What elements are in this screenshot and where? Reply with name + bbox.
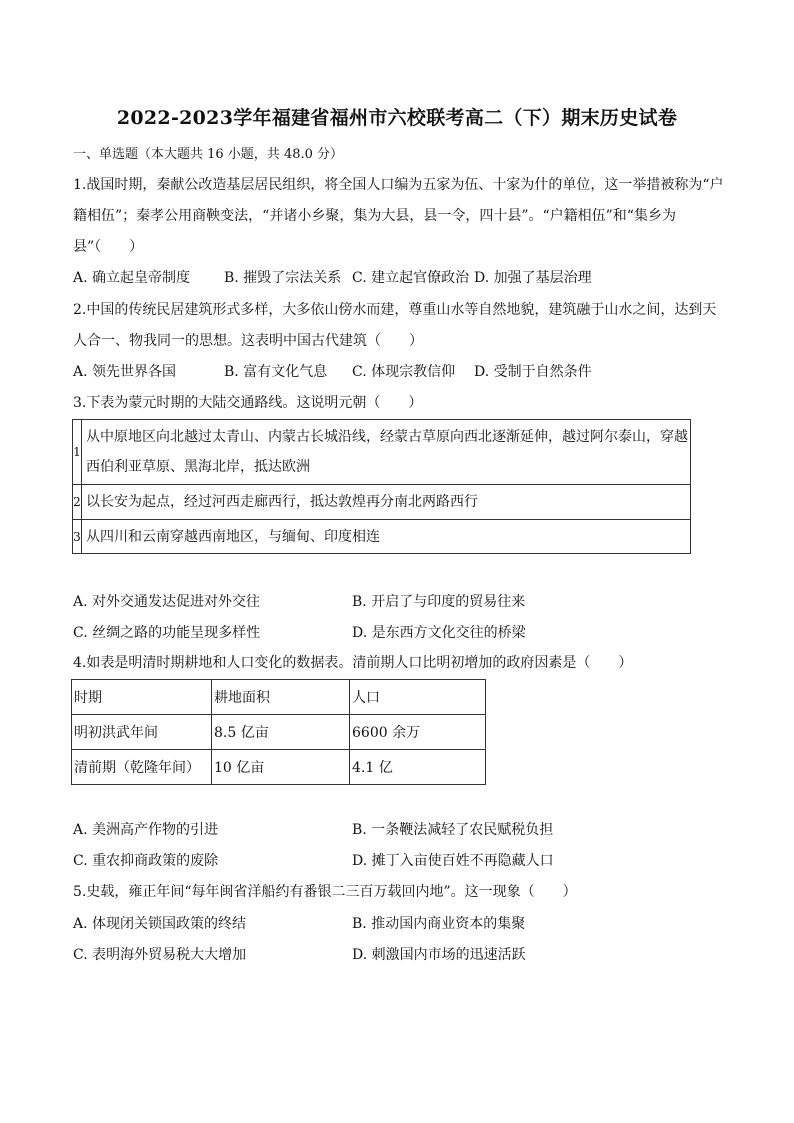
q4-option-d[interactable]: D. 摊丁入亩使百姓不再隐藏人口 <box>352 853 554 869</box>
route-text-line: 从中原地区向北越过太青山、内蒙古长城沿线，经蒙古草原向西北逐渐延伸，越过阿尔泰山，穿越 <box>86 429 688 445</box>
q2-option-c[interactable]: C. 体现宗教信仰 <box>352 364 456 380</box>
section-heading: 一、单选题（本大题共 16 小题，共 48.0 分） <box>73 147 344 162</box>
q4-option-a[interactable]: A. 美洲高产作物的引进 <box>73 822 219 838</box>
q4-option-c[interactable]: C. 重农抑商政策的废除 <box>73 853 219 869</box>
q4-option-b[interactable]: B. 一条鞭法减轻了农民赋税负担 <box>352 822 554 838</box>
table-cell: 10 亿亩 <box>212 750 350 785</box>
q5-option-c[interactable]: C. 表明海外贸易税大大增加 <box>73 947 247 963</box>
q3-option-a[interactable]: A. 对外交通发达促进对外交往 <box>73 594 261 610</box>
q3-option-b[interactable]: B. 开启了与印度的贸易往来 <box>352 594 526 610</box>
q2-option-b[interactable]: B. 富有文化气息 <box>224 364 328 380</box>
q2-option-d[interactable]: D. 受制于自然条件 <box>474 364 592 380</box>
q5-option-b[interactable]: B. 推动国内商业资本的集聚 <box>352 916 526 932</box>
q3-stem: 3.下表为蒙元时期的大陆交通路线。这说明元朝（ ） <box>73 395 423 411</box>
route-cell <box>82 485 691 520</box>
q1-option-c[interactable]: C. 建立起官僚政治 <box>352 270 470 286</box>
route-text-line: 以长安为起点，经过河西走廊西行，抵达敦煌再分南北两路西行 <box>86 494 478 510</box>
table-cell: 8.5 亿亩 <box>212 715 350 750</box>
q5-option-a[interactable]: A. 体现闭关锁国政策的终结 <box>73 916 247 932</box>
row-number: 1 <box>73 420 82 485</box>
table-header-row <box>72 680 486 715</box>
column-header: 耕地面积 <box>212 680 350 715</box>
q1-stem-line-3: 县”（ ） <box>73 239 144 255</box>
q2-stem-line-2: 人合一、物我同一的思想。这表明中国古代建筑（ ） <box>73 333 423 349</box>
table-row <box>72 750 486 785</box>
column-header: 人口 <box>350 680 486 715</box>
table-cell: 4.1 亿 <box>350 750 486 785</box>
route-text-line: 从四川和云南穿越西南地区，与缅甸、印度相连 <box>86 528 380 545</box>
q1-option-b[interactable]: B. 摧毁了宗法关系 <box>224 270 342 286</box>
q1-stem-line-1: 1.战国时期，秦献公改造基层居民组织，将全国人口编为五家为伍、十家为什的单位，这一举措被称为“户 <box>73 177 724 193</box>
q5-stem: 5.史载，雍正年间“每年闽省洋船约有番银二三百万载回内地”。这一现象（ ） <box>73 884 577 900</box>
column-header: 时期 <box>72 680 212 715</box>
q2-stem-line-1: 2.中国的传统民居建筑形式多样，大多依山傍水而建，尊重山水等自然地貌，建筑融于山水之间，达到天 <box>73 302 717 318</box>
table-cell: 明初洪武年间 <box>72 715 212 750</box>
q5-option-d[interactable]: D. 刺激国内市场的迅速活跃 <box>352 947 526 963</box>
table-cell: 清前期（乾隆年间） <box>72 750 212 785</box>
table-row <box>73 520 691 554</box>
q1-option-a[interactable]: A. 确立起皇帝制度 <box>73 270 191 286</box>
route-text-line: 西伯利亚草原、黑海北岸，抵达欧洲 <box>86 459 310 475</box>
q4-data-table <box>71 679 486 785</box>
q1-option-d[interactable]: D. 加强了基层治理 <box>474 270 592 286</box>
table-row <box>72 715 486 750</box>
q3-route-table <box>72 419 691 554</box>
q1-stem-line-2: 籍相伍”；秦孝公用商鞅变法，“并诸小乡聚，集为大县，县一令，四十县”。“户籍相伍”和“集乡为 <box>73 208 676 224</box>
route-cell <box>82 420 691 485</box>
row-number: 3 <box>73 520 82 554</box>
row-number: 2 <box>73 485 82 520</box>
q3-option-c[interactable]: C. 丝绸之路的功能呈现多样性 <box>73 625 261 641</box>
table-cell: 6600 余万 <box>350 715 486 750</box>
table-row <box>73 485 691 520</box>
q3-option-d[interactable]: D. 是东西方文化交往的桥梁 <box>352 625 526 641</box>
q4-stem: 4.如表是明清时期耕地和人口变化的数据表。清前期人口比明初增加的政府因素是（ ） <box>73 655 633 671</box>
q2-option-a[interactable]: A. 领先世界各国 <box>73 364 177 380</box>
exam-title: 2022-2023学年福建省福州市六校联考高二（下）期末历史试卷 <box>116 107 678 129</box>
route-cell <box>82 520 691 554</box>
table-row <box>73 420 691 485</box>
